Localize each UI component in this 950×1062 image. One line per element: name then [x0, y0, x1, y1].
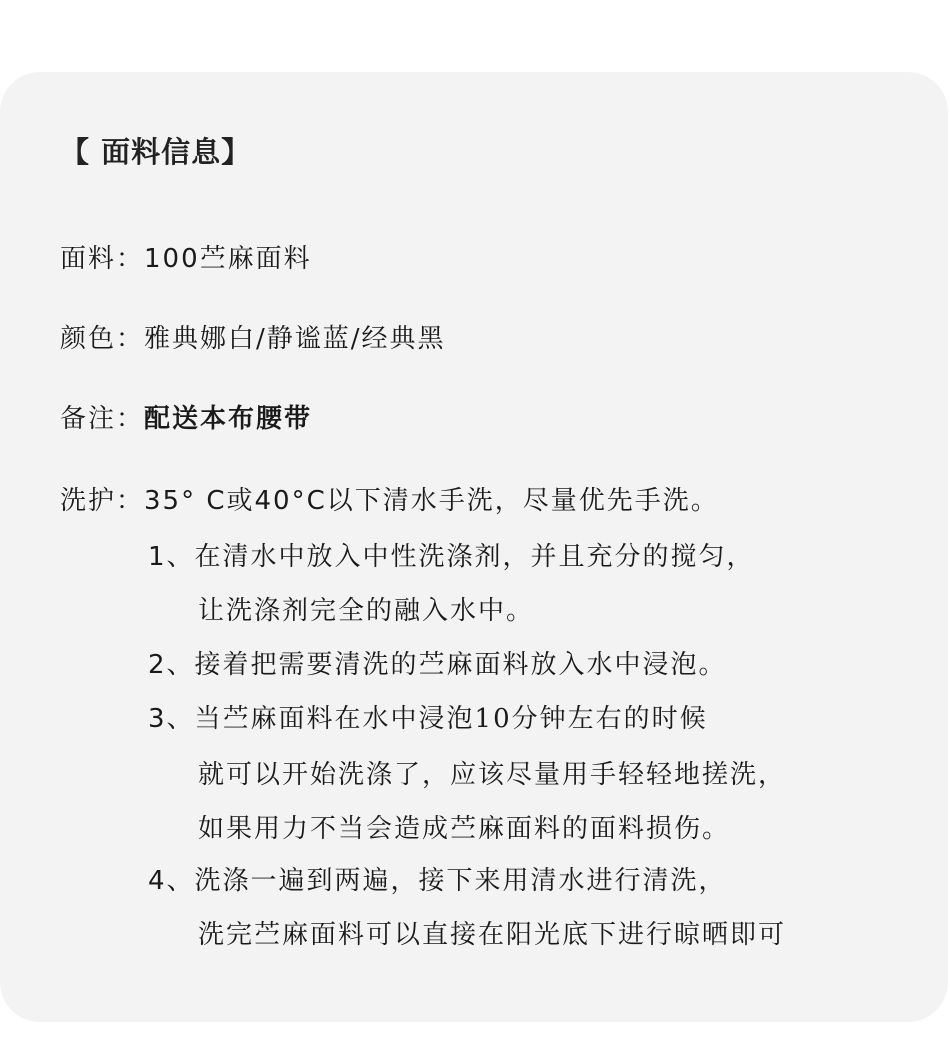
care-step-2 [148, 644, 727, 681]
section-title: 【 面料信息】 [60, 135, 252, 169]
step-number: 1、 [148, 542, 195, 572]
step-line: 就可以开始洗涤了，应该尽量用手轻轻地搓洗， [198, 760, 787, 790]
care-row [60, 480, 719, 517]
note-label: 备注： [60, 404, 145, 434]
care-label: 洗护： [60, 486, 145, 516]
step-number: 4、 [148, 866, 195, 896]
step-line: 洗完苎麻面料可以直接在阳光底下进行晾晒即可 [198, 920, 787, 950]
colors-row [60, 318, 446, 355]
care-step-3-cont-1 [198, 754, 786, 791]
step-line: 如果用力不当会造成苎麻面料的面料损伤。 [198, 814, 731, 844]
colors-value: 雅典娜白/静谧蓝/经典黑 [144, 324, 446, 354]
care-step-1-cont [198, 590, 534, 627]
care-step-3-cont-2 [198, 808, 730, 845]
fabric-row [60, 238, 312, 275]
care-step-1 [148, 536, 755, 573]
step-number: 2、 [148, 650, 195, 680]
step-line: 在清水中放入中性洗涤剂，并且充分的搅匀， [194, 542, 755, 572]
step-number: 3、 [148, 704, 195, 734]
colors-label: 颜色： [60, 324, 145, 354]
note-value: 配送本布腰带 [144, 404, 313, 434]
step-line: 当苎麻面料在水中浸泡10分钟左右的时候 [194, 704, 708, 734]
care-value: 35° C或40°C以下清水手洗，尽量优先手洗。 [144, 486, 719, 516]
step-line: 让洗涤剂完全的融入水中。 [198, 596, 535, 626]
step-line: 洗涤一遍到两遍，接下来用清水进行清洗， [194, 866, 727, 896]
care-step-4 [148, 860, 727, 897]
fabric-value: 100苎麻面料 [144, 244, 312, 274]
care-step-4-cont [198, 914, 786, 951]
care-step-3 [148, 698, 708, 735]
note-row [60, 398, 312, 435]
step-line: 接着把需要清洗的苎麻面料放入水中浸泡。 [194, 650, 727, 680]
fabric-label: 面料： [60, 244, 145, 274]
